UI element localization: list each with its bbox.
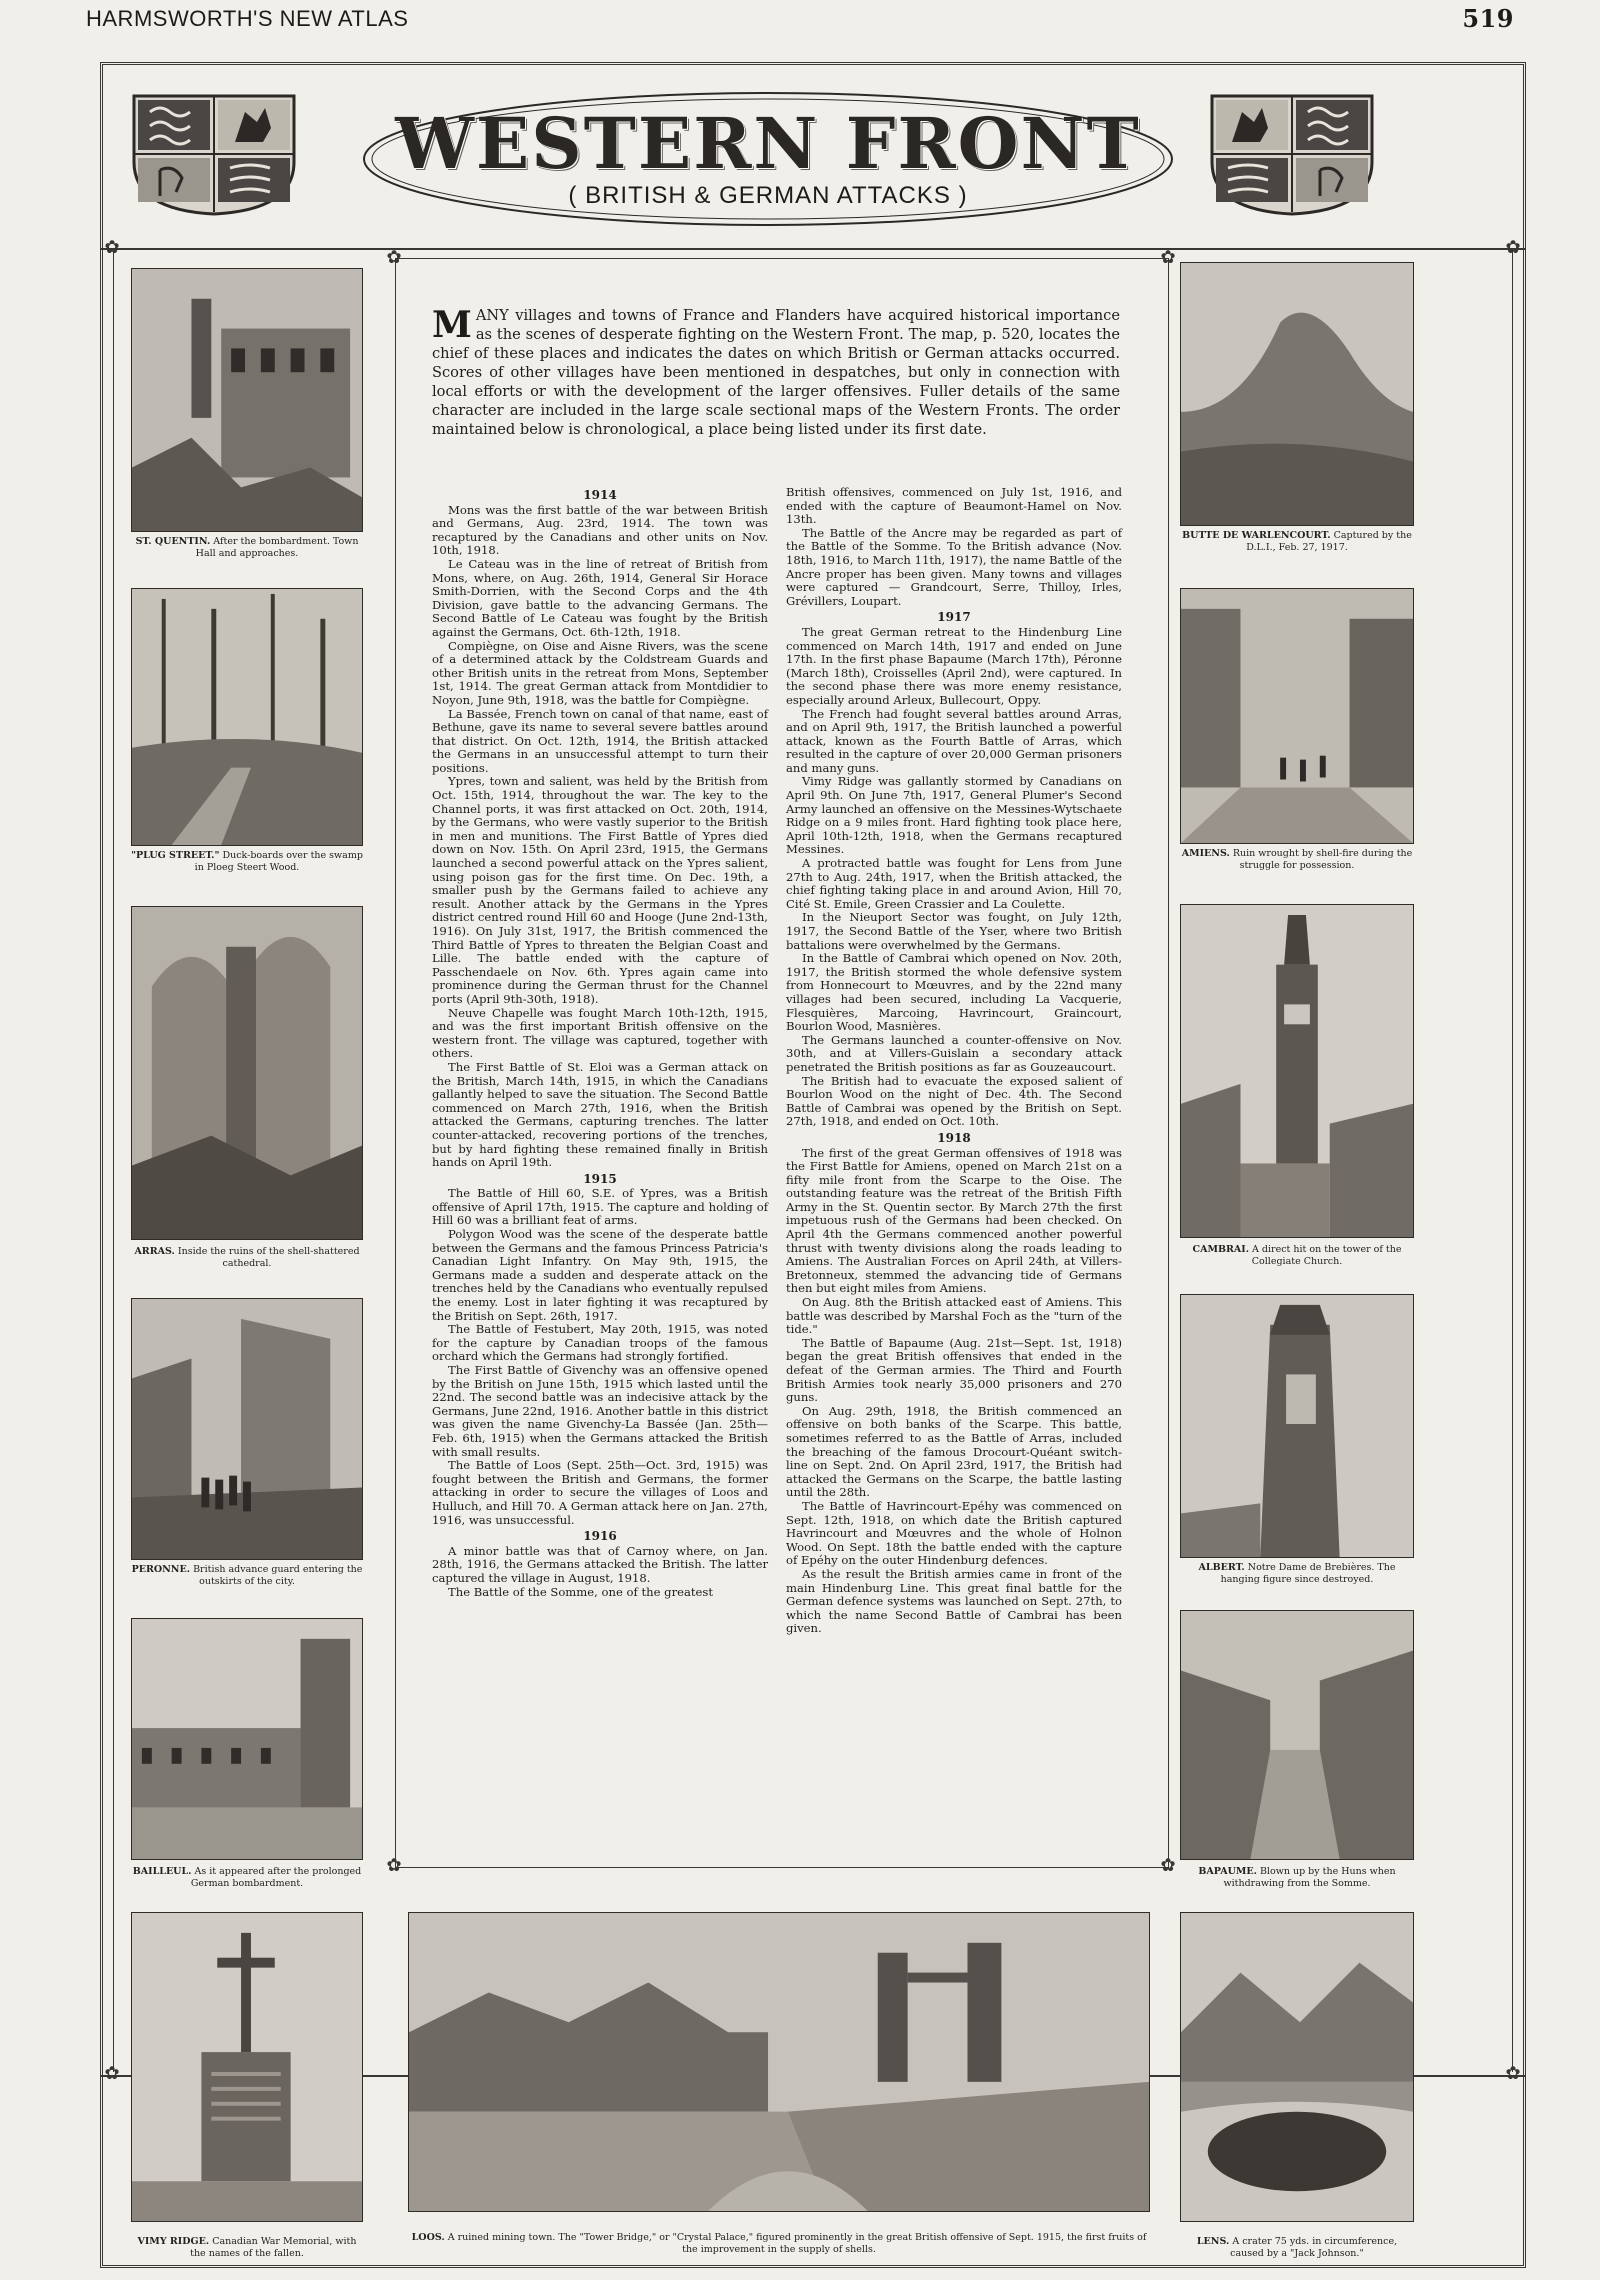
caption-place: ARRAS. [134, 1246, 175, 1257]
caption-text: Blown up by the Huns when withdrawing from the Somme. [1223, 1866, 1396, 1889]
caption-lens [1180, 2236, 1414, 2260]
caption-text: As it appeared after the prolonged German bombardment. [190, 1866, 362, 1889]
text-column-1 [432, 486, 768, 1599]
entry-paragraph: Neuve Chapelle was fought March 10th-12th, 1915, and was the first important British offensive on the western front. The village was captured, together with others. [432, 1005, 768, 1061]
caption-place: BAPAUME. [1198, 1866, 1257, 1877]
entry-paragraph: The Battle of Loos (Sept. 25th—Oct. 3rd, 1915) was fought between the British and Germans, the former attacking in order to secure the villages of Loos and Hulluch, and Hill 70. A German attack here on Jan. 27th, 1916, was unsuccessful. [432, 1458, 768, 1527]
caption-text: Canadian War Memorial, with the names of the fallen. [190, 2236, 357, 2259]
photo-cambrai [1180, 904, 1414, 1238]
photo-butte-de-warlencourt [1180, 262, 1414, 526]
running-head [86, 6, 1514, 36]
entry-paragraph: Compiègne, on Oise and Aisne Rivers, was the scene of a determined attack by the Coldstream Guards and other British units in the retreat from Mons, September 1st, 1914. The great German attack from Montdidier to Noyon, June 9th, 1918, was the battle for Compiègne. [432, 638, 768, 707]
caption-place: BUTTE DE WARLENCOURT. [1182, 530, 1331, 541]
text-column-2 [786, 486, 1122, 1636]
page-number: 519 [1462, 4, 1514, 33]
entry-paragraph: The first of the great German offensives of 1918 was the First Battle for Amiens, opened on March 21st on a fifty mile front from the Scarpe to the Oise. The outstanding feature was the retreat of the British Fifth Army in the St. Quentin sector. By March 27th the first impetuous rush of the Germans had been checked. On April 4th the Germans commenced another powerful thrust with twenty divisions along the roads leading to Amiens. The Australian Forces on April 24th, at Villers-Bretonneux, stemmed the advancing tide of Germans then but eight miles from Amiens. [786, 1145, 1122, 1296]
entry-paragraph: A protracted battle was fought for Lens from June 27th to Aug. 24th, 1917, when the British attacked, the chief fighting taking place in and around Avion, Hill 70, Cité St. Emile, Green Crassier and La Coulette. [786, 856, 1122, 911]
caption-text: Duck-boards over the swamp in Ploeg Steert Wood. [194, 850, 363, 873]
caption-text: A direct hit on the tower of the Collegiate Church. [1251, 1244, 1402, 1267]
rosette-ornament: ✿ [386, 1855, 402, 1876]
caption-plug-street [131, 850, 363, 874]
caption-text: Ruin wrought by shell-fire during the struggle for possession. [1232, 848, 1413, 871]
caption-cambrai [1180, 1244, 1414, 1268]
entry-paragraph: The First Battle of Givenchy was an offensive opened by the British on June 15th, 1915 which lasted until the 22nd. The second battle was an indecisive attack by the Germans, June 22nd, 1916. Another battle in this district was given the name Givenchy-La Bassée (Jan. 25th—Feb. 6th, 1915) when the Germans attacked the British with small results. [432, 1363, 768, 1459]
caption-bailleul [131, 1866, 363, 1890]
entry-paragraph: The Battle of Bapaume (Aug. 21st—Sept. 1st, 1918) began the great British offensives that ended in the defeat of the German armies. The Third and Fourth British Armies took nearly 35,000 prisoners and 270 guns. [786, 1335, 1122, 1405]
caption-text: A ruined mining town. The "Tower Bridge," or "Crystal Palace," figured prominently in the great British offensive of Sept. 1915, the first fruits of the improvement in the supply of shells. [447, 2232, 1147, 2255]
rosette-ornament: ✿ [1505, 237, 1521, 258]
intro-dropcap: M [432, 304, 472, 346]
entry-paragraph: The Battle of Festubert, May 20th, 1915, was noted for the capture by Canadian troops of the famous orchard which the Germans had strongly fortified. [432, 1322, 768, 1364]
entry-paragraph: The great German retreat to the Hindenburg Line commenced on March 14th, 1917 and ended on June 17th. In the first phase Bapaume (March 17th), Péronne (March 18th), Croisselles (April 2nd), were captured. In the second phase there was more enemy resistance, especially around Arleux, Bullecourt, Oppy. [786, 624, 1122, 707]
caption-place: ALBERT. [1198, 1562, 1245, 1573]
caption-place: VIMY RIDGE. [137, 2236, 210, 2247]
caption-arras [131, 1246, 363, 1270]
atlas-name: HARMSWORTH'S NEW ATLAS [86, 6, 409, 31]
year-heading-1915: 1915 [583, 1171, 617, 1186]
entry-paragraph: Le Cateau was in the line of retreat of British from Mons, where, on Aug. 26th, 1914, General Sir Horace Smith-Dorrien, with the Second Corps and the 4th Division, gave battle to the advancing Germans. The Second Battle of Le Cateau was fought by the British against the Germans, Oct. 6th-12th, 1918. [432, 556, 768, 639]
caption-place: LOOS. [411, 2232, 445, 2243]
year-heading-1917: 1917 [937, 610, 971, 625]
entry-paragraph: The Battle of Hill 60, S.E. of Ypres, was a British offensive of April 17th, 1915. The capture and holding of Hill 60 was a brilliant feat of arms. [432, 1186, 768, 1228]
caption-place: AMIENS. [1181, 848, 1230, 859]
caption-place: "PLUG STREET." [131, 850, 220, 861]
photo-amiens [1180, 588, 1414, 844]
rosette-ornament: ✿ [1505, 2063, 1521, 2084]
photo-bapaume [1180, 1610, 1414, 1860]
entry-paragraph: La Bassée, French town on canal of that name, east of Bethune, gave its name to several severe battles around that district. On Oct. 12th, 1914, the British attacked the Germans in an unsuccessful attempt to turn their positions. [432, 706, 768, 775]
intro-paragraph [432, 306, 1120, 439]
caption-text: A crater 75 yds. in circumference, caused by a "Jack Johnson." [1230, 2236, 1398, 2259]
entry-paragraph: The French had fought several battles around Arras, and on April 9th, 1917, the British launched a powerful attack, known as the Fourth Battle of Arras, which resulted in the capture of over 20,000 German prisoners and many guns. [786, 706, 1122, 775]
caption-text: Inside the ruins of the shell-shattered cathedral. [177, 1246, 360, 1269]
caption-st-quentin [131, 536, 363, 560]
photo-plug-street [131, 588, 363, 846]
caption-place: ST. QUENTIN. [135, 536, 211, 547]
rosette-ornament: ✿ [386, 247, 402, 268]
year-heading-1918: 1918 [937, 1130, 971, 1145]
entry-paragraph: The Battle of Havrincourt-Epéhy was commenced on Sept. 12th, 1918, on which date the British captured Havrincourt and Mœuvres and the whole of Holnon Wood. On Sept. 18th the battle ended with the capture of Epéhy on the outer Hindenburg defences. [786, 1498, 1122, 1568]
caption-text: Captured by the D.L.I., Feb. 27, 1917. [1246, 530, 1412, 553]
photo-st-quentin [131, 268, 363, 532]
photo-arras [131, 906, 363, 1240]
page-subtitle: ( BRITISH & GERMAN ATTACKS ) [568, 182, 968, 209]
entry-paragraph: The Battle of the Somme, one of the greatest [448, 1584, 714, 1599]
rosette-ornament: ✿ [104, 237, 120, 258]
entry-paragraph: The First Battle of St. Eloi was a German attack on the British, March 14th, 1915, in which the Canadians gallantly helped to save the situation. The Second Battle commenced on March 27th, 1916, when the British attacked the Germans, capturing trenches. The latter counter-attacked, recovering portions of the trenches, but by hard fighting these remained finally in British hands on April 19th. [432, 1059, 768, 1170]
rosette-ornament: ✿ [104, 2063, 120, 2084]
photo-bailleul [131, 1618, 363, 1860]
year-heading-1914: 1914 [583, 488, 617, 502]
year-heading-1916: 1916 [583, 1529, 617, 1544]
rule-left-column [113, 248, 114, 2072]
page-title: WESTERN FRONT [395, 102, 1141, 185]
caption-albert [1180, 1562, 1414, 1586]
caption-vimy [131, 2236, 363, 2260]
entry-paragraph: In the Battle of Cambrai which opened on Nov. 20th, 1917, the British stormed the whole defensive system from Honnecourt to Mœuvres, and by the 22nd many villages had been secured, including La Vacquerie, Flesquières, Marcoing, Havrincourt, Graincourt, Bourlon Wood, Masnières. [786, 951, 1122, 1034]
entry-paragraph: On Aug. 29th, 1918, the British commenced an offensive on both banks of the Scarpe. This battle, sometimes referred to as the Battle of Arras, included the breaching of the famous Drocourt-Quéant switch-line on Sept. 2nd. On April 23rd, 1917, the British had attacked the Germans on the Scarpe, the battle lasting until the 28th. [786, 1403, 1122, 1500]
caption-text: After the bombardment. Town Hall and approaches. [195, 536, 359, 559]
caption-place: BAILLEUL. [132, 1866, 192, 1877]
entry-paragraph: As the result the British armies came in front of the main Hindenburg Line. This great final battle for the German defence systems was launched on Sept. 27th, to which the name Second Battle of Cambrai has been given. [786, 1566, 1122, 1636]
entry-paragraph: The British had to evacuate the exposed salient of Bourlon Wood on the night of Dec. 4th. The Second Battle of Cambrai was opened by the British on Sept. 27th, 1918, and ended on Oct. 10th. [786, 1073, 1122, 1129]
intro-text: ANY villages and towns of France and Flanders have acquired historical importance as the scenes of desperate fighting on the Western Front. The map, p. 520, locates the chief of these places and indicates the dates on which British or German attacks occurred. Scores of other villages have been mentioned in despatches, but only in connection with local efforts or with the development of the larger offensives. Fuller details of the same character are included in the large scale sectional maps of the Western Fronts. The order maintained below is chronological, a place being listed under its first date. [432, 307, 1120, 438]
entry-paragraph: The Germans launched a counter-offensive on Nov. 30th, and at Villers-Guislain a secondary attack penetrated the British positions as far as Gouzeaucourt. [786, 1032, 1122, 1074]
rule-right-column [1512, 248, 1513, 2072]
caption-place: LENS. [1196, 2236, 1230, 2247]
entry-paragraph: Vimy Ridge was gallantly stormed by Canadians on April 9th. On June 7th, 1917, General Plumer's Second Army launched an offensive on the Messines-Wytschaete Ridge on a 9 miles front. Hard fighting took place here, April 10th-12th, 1918, when the Germans recaptured Messines. [786, 774, 1122, 857]
entry-paragraph: British offensives, commenced on July 1st, 1916, and ended with the capture of Beaumont-Hamel on Nov. 13th. [786, 485, 1122, 527]
caption-bapaume [1180, 1866, 1414, 1890]
royal-arms-crest-left [130, 92, 298, 216]
royal-arms-crest-right [1208, 92, 1376, 216]
entry-paragraph: In the Nieuport Sector was fought, on July 12th, 1917, the Second Battle of the Yser, where two British battalions were overwhelmed by the Germans. [786, 910, 1122, 952]
title-cartouche [356, 84, 1180, 234]
entry-paragraph: A minor battle was that of Carnoy where, on Jan. 28th, 1916, the Germans attacked the British. The latter captured the village in August, 1918. [432, 1543, 768, 1585]
entry-paragraph: The Battle of the Ancre may be regarded as part of the Battle of the Somme. To the British advance (Nov. 18th, 1916, to March 11th, 1917), the name Battle of the Ancre proper has been given. Many towns and villages were captured — Grandcourt, Serre, Thilloy, Irles, Grévillers, Loupart. [786, 525, 1122, 608]
photo-lens [1180, 1912, 1414, 2222]
entry-paragraph: Polygon Wood was the scene of the desperate battle between the Germans and the famous Princess Patricia's Canadian Light Infantry. On May 9th, 1915, the Germans made a sudden and desperate attack on the trenches held by the Canadians who eventually repulsed the enemy. Lost in later fighting it was recaptured by the British on Sept. 26th, 1917. [432, 1227, 768, 1323]
caption-text: British advance guard entering the outskirts of the city. [193, 1564, 363, 1587]
photo-vimy [131, 1912, 363, 2222]
rule-top [100, 248, 1526, 250]
caption-place: PERONNE. [131, 1564, 191, 1575]
caption-place: CAMBRAI. [1192, 1244, 1250, 1255]
rosette-ornament: ✿ [1160, 1855, 1176, 1876]
entry-paragraph: On Aug. 8th the British attacked east of Amiens. This battle was described by Marshal Foch as the "turn of the tide." [786, 1295, 1122, 1337]
caption-amiens [1180, 848, 1414, 872]
entry-paragraph: Ypres, town and salient, was held by the British from Oct. 15th, 1914, throughout the war. The key to the Channel ports, it was first attacked on Oct. 20th, 1914, by the Germans, who were vastly superior to the British in men and munitions. The First Battle of Ypres died down on Nov. 15th. On April 23rd, 1915, the Germans launched a second powerful attack on the Ypres salient, using poison gas for the first time. On Dec. 19th, a smaller push by the Germans failed to achieve any result. Another attack by the Germans in the Ypres district centred round Hill 60 and Hooge (June 2nd-13th, 1916). On July 31st, 1917, the British commenced the Third Battle of Ypres to threaten the Belgian Coast and Lille. The battle ended with the capture of Passchendaele on Nov. 6th. Ypres again came into prominence during the German thrust for the Channel ports (April 9th-30th, 1918). [432, 774, 768, 1006]
caption-warlencourt [1180, 530, 1414, 554]
caption-loos [408, 2232, 1150, 2256]
photo-peronne [131, 1298, 363, 1560]
entry-paragraph: Mons was the first battle of the war between British and Germans, Aug. 23rd, 1914. The town was recaptured by the Canadians and other units on Nov. 10th, 1918. [432, 502, 768, 558]
caption-peronne [131, 1564, 363, 1588]
photo-albert [1180, 1294, 1414, 1558]
caption-text: Notre Dame de Brebières. The hanging figure since destroyed. [1220, 1562, 1396, 1585]
rosette-ornament: ✿ [1160, 247, 1176, 268]
photo-loos [408, 1912, 1150, 2212]
